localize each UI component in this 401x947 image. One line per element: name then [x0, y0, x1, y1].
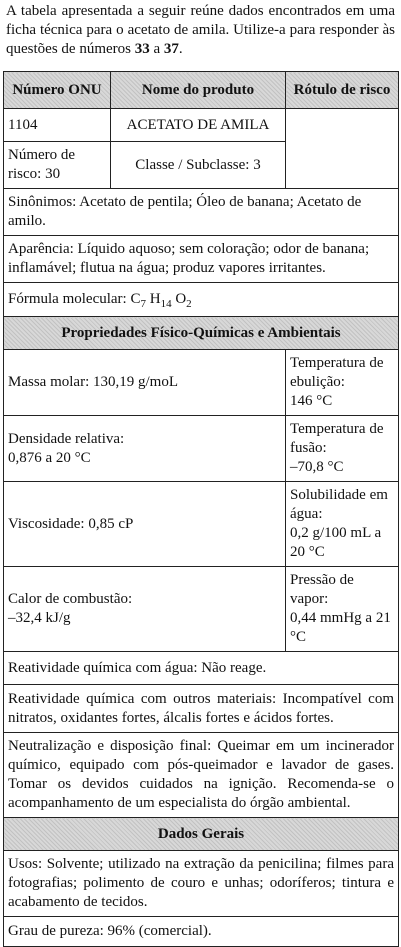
- formula-text: [4, 283, 399, 317]
- question-end-number: 37: [163, 41, 179, 57]
- pureza-row: [4, 917, 399, 947]
- intro-end: .: [178, 41, 183, 57]
- risk-label-cell: [286, 109, 399, 189]
- product-name-value: ACETATO DE AMILA: [111, 109, 286, 142]
- temp-ebulicao-label: Temperatura de ebulição:: [290, 355, 384, 390]
- pressao-value: 0,44 mmHg a 21 °C: [290, 610, 391, 645]
- intro-text: A tabela apresentada a seguir reúne dados encontrados em uma ficha técnica para o acetato de amila. Utilize-a para responder às questões de números: [6, 3, 395, 57]
- neutralizacao-text: Neutralização e disposição final: Queimar em um incinerador químico, equipado com pós-queimador e lavador de gases. Tomar os devidos cuidados na ignição. Recomenda-se o acompanhamento de um especialista do órgão ambiental.: [4, 733, 399, 818]
- temp-fusao-value: –70,8 °C: [290, 459, 344, 475]
- reatividade-agua-row: [4, 652, 399, 685]
- props-row-1: [4, 350, 399, 416]
- reatividade-outros-text: Reatividade química com outros materiais: Incompatível com nitratos, oxidantes fortes, álcalis fortes e ácidos fortes.: [4, 685, 399, 733]
- header-row: [4, 72, 399, 109]
- usos-row: [4, 851, 399, 917]
- densidade-cell: [4, 416, 286, 482]
- sinonimos-text: Sinônimos: Acetato de pentila; Óleo de banana; Acetato de amilo.: [4, 189, 399, 236]
- temp-fusao-cell: [286, 416, 399, 482]
- temp-ebulicao-cell: [286, 350, 399, 416]
- reatividade-outros-row: [4, 685, 399, 733]
- massa-molar-cell: [4, 350, 286, 416]
- numero-risco-value: Número de risco: 30: [4, 142, 111, 189]
- header-numero-onu: Número ONU: [4, 72, 111, 109]
- solubilidade-cell: [286, 482, 399, 567]
- pressao-cell: [286, 567, 399, 652]
- intro-paragraph: [0, 0, 401, 57]
- temp-fusao-label: Temperatura de fusão:: [290, 421, 384, 456]
- neutralizacao-row: [4, 733, 399, 818]
- temp-ebulicao-value: 146 °C: [290, 393, 333, 409]
- sinonimos-row: [4, 189, 399, 236]
- id-row: [4, 109, 399, 142]
- densidade-value: 0,876 a 20 °C: [8, 449, 91, 466]
- calor-cell: [4, 567, 286, 652]
- viscosidade-cell: Viscosidade: 0,85 cP: [4, 482, 286, 567]
- classe-subclasse-value: Classe / Subclasse: 3: [111, 142, 286, 189]
- header-nome-produto: Nome do produto: [111, 72, 286, 109]
- aparencia-row: [4, 236, 399, 283]
- reatividade-agua-text: Reatividade química com água: Não reage.: [4, 652, 399, 685]
- question-start-number: 33: [134, 41, 150, 57]
- calor-label: Calor de combustão:: [8, 591, 133, 607]
- section-props-row: [4, 317, 399, 350]
- section-props-title: Propriedades Físico-Químicas e Ambientais: [4, 317, 399, 350]
- technical-sheet-table: [3, 71, 399, 947]
- formula-sub-h: 14: [160, 297, 172, 310]
- props-row-3: [4, 482, 399, 567]
- solubilidade-value: 0,2 g/100 mL a 20 °C: [290, 525, 382, 560]
- section-gerais-title: Dados Gerais: [4, 818, 399, 851]
- props-row-2: [4, 416, 399, 482]
- pressao-label: Pressão de vapor:: [290, 572, 354, 607]
- pureza-text: Grau de pureza: 96% (comercial).: [4, 917, 399, 947]
- formula-sub-c: 7: [140, 297, 146, 310]
- formula-sub-o: 2: [186, 297, 192, 310]
- aparencia-text: Aparência: Líquido aquoso; sem coloração; odor de banana; inflamável; flutua na água; produz vapores irritantes.: [4, 236, 399, 283]
- usos-text: Usos: Solvente; utilizado na extração da penicilina; filmes para fotografias; polimento de couro e unhas; odoríferos; tintura e acabamento de tecidos.: [4, 851, 399, 917]
- props-row-4: [4, 567, 399, 652]
- densidade-label: Densidade relativa:: [8, 430, 125, 447]
- numero-onu-value: 1104: [4, 109, 111, 142]
- formula-row: [4, 283, 399, 317]
- calor-value: –32,4 kJ/g: [8, 610, 71, 626]
- formula-o: O: [171, 290, 187, 307]
- formula-h: H: [145, 290, 161, 307]
- formula-prefix: Fórmula molecular: C: [8, 290, 141, 307]
- intro-connector: a: [149, 41, 164, 57]
- header-rotulo-risco: Rótulo de risco: [286, 72, 399, 109]
- massa-molar-text: Massa molar: 130,19 g/moL: [8, 374, 178, 390]
- section-gerais-row: [4, 818, 399, 851]
- solubilidade-label: Solubilidade em água:: [290, 487, 388, 522]
